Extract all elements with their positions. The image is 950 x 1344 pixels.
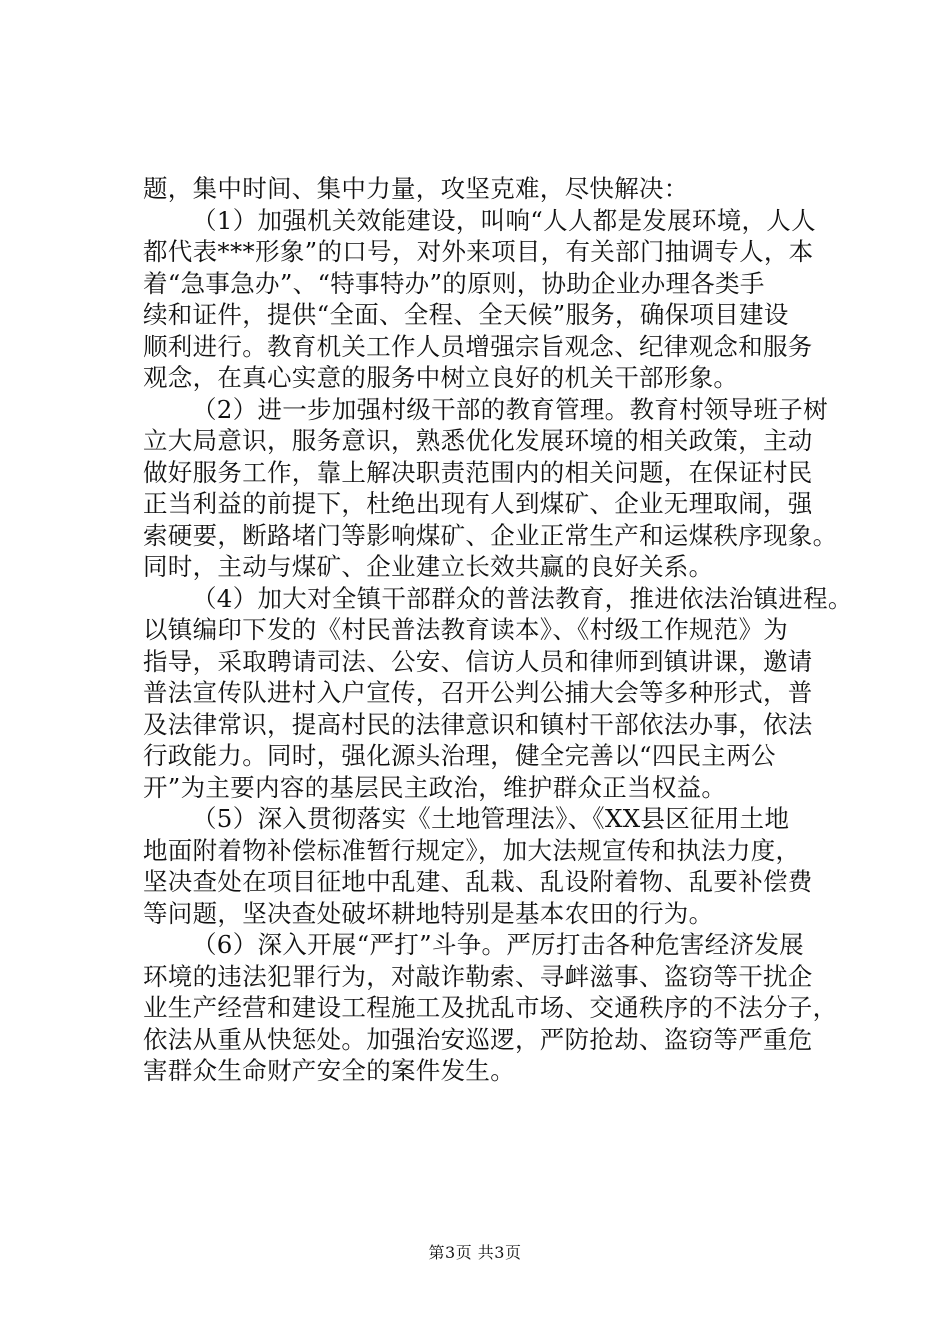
text-line: 普法宣传队进村入户宣传，召开公判公捕大会等多种形式，普 xyxy=(143,678,813,707)
paragraph-5-start: （5）深入贯彻落实《土地管理法》、《XX县区征用土地 xyxy=(192,804,790,833)
text-line: 指导，采取聘请司法、公安、信访人员和律师到镇讲课，邀请 xyxy=(143,646,813,676)
text-line: 都代表***形象”的口号，对外来项目，有关部门抽调专人，本 xyxy=(143,237,814,266)
paragraph-1-start: （1）加强机关效能建设，叫响“人人都是发展环境，人人 xyxy=(192,205,816,235)
text-line: 做好服务工作，靠上解决职责范围内的相关问题，在保证村民 xyxy=(143,457,813,487)
text-line: 环境的违法犯罪行为，对敲诈勒索、寻衅滋事、盗窃等干扰企 xyxy=(143,961,813,991)
text-line: 顺利进行。教育机关工作人员增强宗旨观念、纪律观念和服务 xyxy=(143,331,813,361)
text-line: 依法从重从快惩处。加强治安巡逻，严防抢劫、盗窃等严重危 xyxy=(143,1024,813,1054)
text-line: 立大局意识，服务意识，熟悉优化发展环境的相关政策，主动 xyxy=(143,426,813,455)
text-line: 害群众生命财产安全的案件发生。 xyxy=(143,1056,515,1085)
document-body xyxy=(143,173,853,1087)
text-line: 行政能力。同时，强化源头治理，健全完善以“四民主两公 xyxy=(143,741,776,770)
text-line: 等问题，坚决查处破坏耕地特别是基本农田的行为。 xyxy=(143,898,714,928)
paragraph-4-start: （4）加大对全镇干部群众的普法教育，推进依法治镇进程。 xyxy=(192,583,853,613)
text-line: 地面附着物补偿标准暂行规定》，加大法规宣传和执法力度， xyxy=(143,835,801,865)
text-line: 及法律常识，提高村民的法律意识和镇村干部依法办事，依法 xyxy=(143,709,813,739)
page-number-footer: 第3页 共3页 xyxy=(428,1243,522,1262)
text-line: 着“急事急办”、“特事特办”的原则，协助企业办理各类手 xyxy=(143,268,765,298)
text-line: 题，集中时间、集中力量，攻坚克难，尽快解决： xyxy=(143,174,689,203)
text-line: 正当利益的前提下，杜绝出现有人到煤矿、企业无理取闹，强 xyxy=(143,489,813,518)
text-line: 坚决查处在项目征地中乱建、乱栽、乱设附着物、乱要补偿费 xyxy=(143,867,813,896)
text-line: 业生产经营和建设工程施工及扰乱市场、交通秩序的不法分子， xyxy=(143,993,838,1022)
text-line: 以镇编印下发的《村民普法教育读本》、《村级工作规范》为 xyxy=(143,615,789,644)
text-line: 开”为主要内容的基层民主政治，维护群众正当权益。 xyxy=(143,772,727,802)
text-line: 同时，主动与煤矿、企业建立长效共赢的良好关系。 xyxy=(143,552,714,581)
text-line: 观念，在真心实意的服务中树立良好的机关干部形象。 xyxy=(143,363,739,392)
text-line: 索硬要，断路堵门等影响煤矿、企业正常生产和运煤秩序现象。 xyxy=(143,520,838,550)
paragraph-6-start: （6）深入开展“严打”斗争。严厉打击各种危害经济发展 xyxy=(192,930,804,959)
text-line: 续和证件，提供“全面、全程、全天候”服务，确保项目建设 xyxy=(143,300,789,329)
paragraph-2-start: （2）进一步加强村级干部的教育管理。教育村领导班子树 xyxy=(192,394,828,424)
